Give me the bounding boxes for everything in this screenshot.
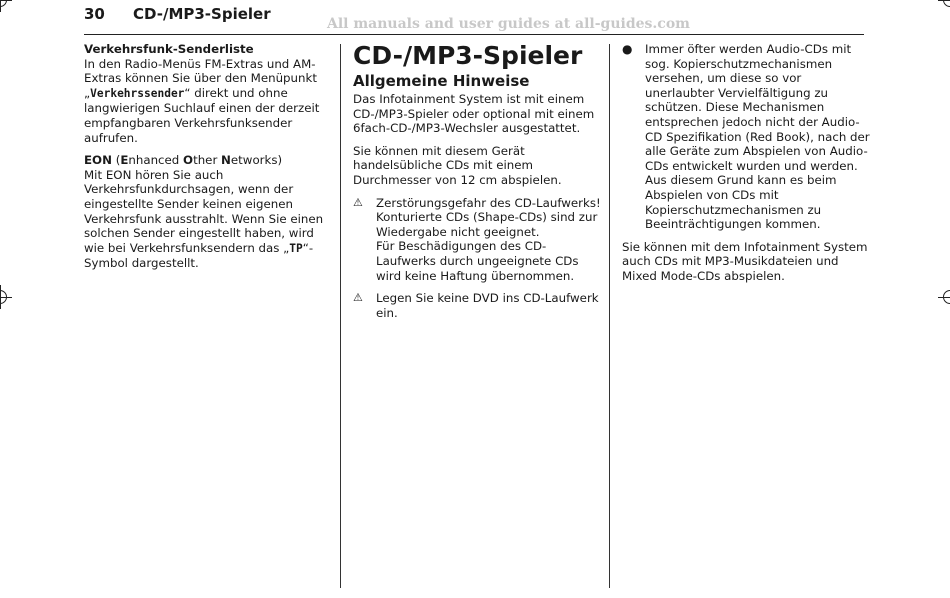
bullet-text: Immer öfter werden Audio-CDs mit sog. Kopierschutzmechanismen versehen, um diese so vor unerlaubter Vervielfältigung zu schützen. Diese Mechanismen entsprechen jedoch nicht der Audio-CD Spezifikation (Red Book), nach der alle Geräte zum Abspielen von Audio-CDs entwickelt wurden und werden. Aus diesem Grund kann es beim Abspielen von CDs mit Kopierschutzmechanismen zu Beeinträchtigungen kommen. <box>645 42 870 232</box>
section-title: Allgemeine Hinweise <box>353 72 530 90</box>
text: Für Beschädigungen des CD-Laufwerks durch ungeeignete CDs wird keine Haftung übernommen. <box>376 239 579 283</box>
bullet-icon: ● <box>622 42 633 56</box>
text: O <box>183 153 194 168</box>
tp-symbol: TP <box>289 241 303 255</box>
bullet-item <box>622 42 870 232</box>
middle-column <box>353 42 601 328</box>
warning-icon: ⚠ <box>353 291 363 305</box>
eon-abbr: EON <box>84 153 112 168</box>
text: N <box>221 153 231 168</box>
text: ( <box>111 153 121 168</box>
registration-mark-left <box>0 290 7 304</box>
warning-text <box>376 196 601 284</box>
watermark: All manuals and user guides at all-guides.com <box>327 16 690 32</box>
menu-item-name: Verkehrssender <box>90 86 185 100</box>
heading-text: Verkehrsfunk-Senderliste <box>84 42 254 56</box>
text: “-Symbol dargestellt. <box>84 240 314 271</box>
registration-mark-top-right <box>943 0 950 7</box>
chapter-title: CD-/MP3-Spieler <box>353 41 583 70</box>
text: nhanced <box>128 153 184 168</box>
text: etworks) <box>230 153 283 168</box>
column-divider-left <box>340 44 341 588</box>
column-divider-right <box>609 44 610 588</box>
running-title: CD-/MP3-Spieler <box>133 5 271 23</box>
warning-item <box>353 291 601 320</box>
eon-heading <box>84 153 330 168</box>
paragraph: Das Infotainment System ist mit einem CD-/MP3-Spieler oder optional mit einem 6fach-CD-/MP3-Wechsler ausgestattet. <box>353 92 595 136</box>
paragraph <box>84 57 330 146</box>
text: In den Radio-Menüs FM-Extras und AM-Extras können Sie über den Menüpunkt „ <box>84 56 317 100</box>
header-rule <box>84 34 864 35</box>
right-column <box>622 42 870 292</box>
section-heading <box>84 42 330 57</box>
paragraph: Sie können mit dem Infotainment System auch CDs mit MP3-Musikdateien und Mixed Mode-CDs abspielen. <box>622 239 868 283</box>
text: Zerstörungsgefahr des CD-Laufwerks! Konturierte CDs (Shape-CDs) sind zur Wiedergabe nicht geeignet. <box>376 195 601 239</box>
text: ther <box>193 153 222 168</box>
warning-icon: ⚠ <box>353 195 363 209</box>
text: Mit EON hören Sie auch Verkehrsfunkdurchsagen, wenn der eingestellte Sender keinen eigenen Verkehrsfunk ausstrahlt. Wenn Sie einen solchen Sender eingestellt haben, wird wie bei Verkehrsfunksendern das „ <box>84 167 324 255</box>
text: E <box>120 153 129 168</box>
registration-mark-top-left <box>0 0 7 7</box>
warning-text: Legen Sie keine DVD ins CD-Laufwerk ein. <box>376 291 599 320</box>
warning-item <box>353 196 601 284</box>
text: “ direkt und ohne langwierigen Suchlauf einen der derzeit empfangbaren Verkehrsfunksender aufrufen. <box>84 85 320 145</box>
page-number: 30 <box>84 5 105 23</box>
paragraph <box>84 168 330 271</box>
left-column <box>84 42 330 279</box>
registration-mark-right <box>943 290 950 304</box>
paragraph: Sie können mit diesem Gerät handelsübliche CDs mit einem Durchmesser von 12 cm abspielen. <box>353 143 562 187</box>
